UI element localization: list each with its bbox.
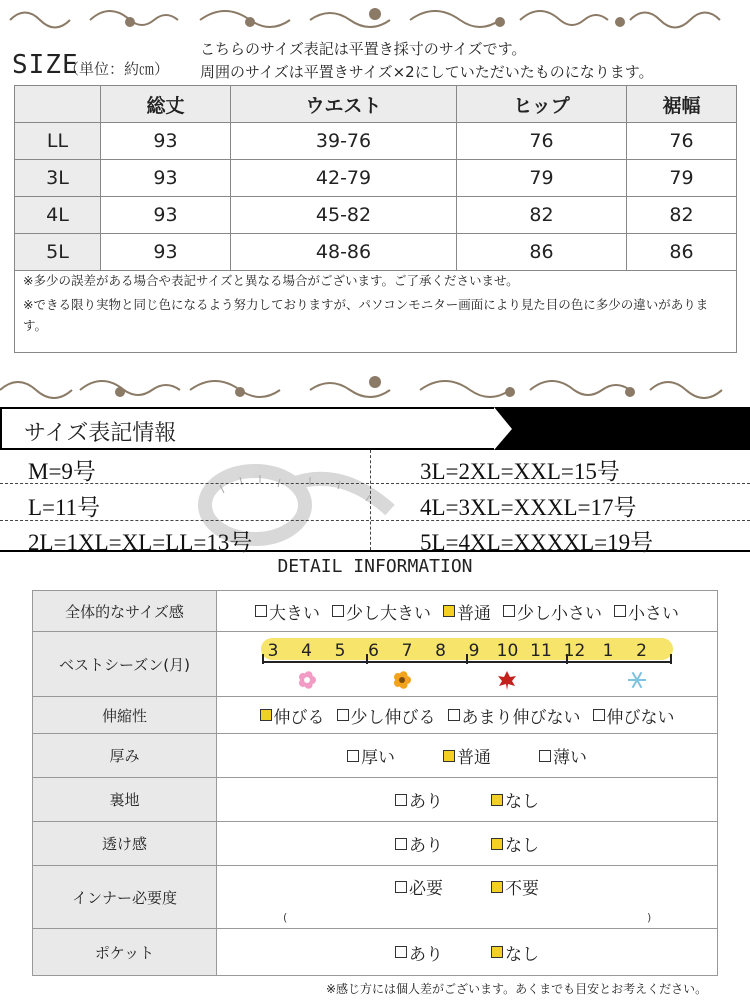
table-cell: 86: [627, 234, 737, 271]
detail-option-label: あり: [409, 944, 443, 965]
detail-option-label: あり: [409, 792, 443, 812]
detail-option: [332, 599, 431, 624]
detail-option-label: 薄い: [553, 748, 587, 768]
row-header: 4L: [15, 197, 101, 234]
size-table-corner: [15, 86, 101, 123]
season-month-label: 9: [468, 641, 480, 661]
detail-row: [33, 778, 717, 822]
table-cell: 48-86: [231, 234, 457, 271]
column-header: 裾幅: [627, 86, 737, 123]
season-month-label: 1: [602, 641, 614, 661]
detail-option: [491, 940, 539, 965]
note-text: ※できる限り実物と同じ色になるよう努力しておりますが、パソコンモニター画面により見た目の色に多少の違いがあります。: [23, 297, 709, 333]
season-month-label: 3: [267, 641, 279, 661]
sakura-icon: [299, 671, 316, 689]
table-cell: 39-76: [231, 123, 457, 160]
detail-option-label: 厚い: [361, 748, 395, 768]
season-month-label: 8: [435, 641, 446, 661]
size-equivalent: 3L=2XL=XXL=15号: [420, 459, 620, 484]
paren-mark: ): [647, 911, 652, 924]
detail-option-label: 普通: [457, 748, 491, 768]
empty-box-icon: [614, 605, 626, 617]
detail-option-label: あり: [409, 836, 443, 856]
table-cell: 76: [457, 123, 627, 160]
size-equivalent: 2L=1XL=XL=LL=13号: [28, 530, 253, 555]
season-month-label: 6: [368, 641, 379, 661]
detail-option: [347, 743, 395, 768]
detail-option-label: 小さい: [628, 603, 679, 624]
row-header: 3L: [15, 160, 101, 197]
size-equivalent: 4L=3XL=XXXL=17号: [420, 495, 637, 520]
size-equivalent: L=11号: [28, 495, 101, 520]
note-text: ※多少の誤差がある場合や表記サイズと異なる場合がございます。ご了承くださいませ。: [23, 273, 519, 288]
empty-box-icon: [395, 794, 407, 806]
checked-box-icon: [443, 605, 455, 617]
detail-option-label: 伸びる: [273, 707, 325, 728]
empty-box-icon: [539, 750, 551, 762]
detail-option-label: 大きい: [269, 603, 320, 624]
detail-option: [503, 599, 602, 624]
empty-box-icon: [503, 605, 515, 617]
detail-option: [443, 599, 491, 624]
detail-row-label: 厚み: [33, 734, 217, 777]
detail-option-label: 少し伸びる: [350, 707, 436, 728]
detail-row: [33, 929, 717, 975]
detail-option-label: 少し小さい: [517, 603, 602, 624]
column-header: ウエスト: [231, 86, 457, 123]
season-month-label: 5: [334, 641, 346, 661]
table-row: [15, 160, 737, 197]
season-month-label: 11: [530, 641, 552, 661]
size-note: [200, 38, 654, 84]
table-cell: 76: [627, 123, 737, 160]
sunflower-icon: [394, 671, 411, 689]
empty-box-icon: [395, 946, 407, 958]
empty-box-icon: [255, 605, 267, 617]
detail-row-label: ベストシーズン(月): [33, 632, 217, 696]
detail-row: [33, 591, 717, 632]
detail-option: [593, 703, 675, 728]
detail-option: [539, 743, 587, 768]
column-header: ヒップ: [457, 86, 627, 123]
checked-box-icon: [491, 881, 503, 893]
ornament-divider-top: [0, 0, 750, 40]
paren-mark: (: [283, 911, 288, 924]
maple-leaf-icon: [498, 671, 516, 690]
size-equivalent: M=9号: [28, 459, 96, 484]
season-month-label: 2: [636, 641, 647, 661]
size-info-grid: [0, 450, 750, 555]
detail-option-label: なし: [505, 836, 539, 856]
table-row: [15, 197, 737, 234]
detail-row: [33, 822, 717, 866]
table-cell: 82: [457, 197, 627, 234]
detail-row-label: インナー必要度: [33, 866, 217, 928]
detail-row: [33, 734, 717, 778]
size-note-line: 周囲のサイズは平置きサイズ×2にしていただいたものになります。: [200, 63, 654, 81]
checked-box-icon: [491, 794, 503, 806]
snowflake-icon: [628, 672, 646, 688]
detail-option: [443, 743, 491, 768]
size-title: SIZE: [12, 50, 79, 80]
detail-row-value: [217, 822, 717, 865]
empty-box-icon: [395, 881, 407, 893]
detail-option: [448, 703, 581, 728]
detail-option: [395, 940, 443, 965]
row-header: 5L: [15, 234, 101, 271]
table-cell: 82: [627, 197, 737, 234]
season-month-label: 10: [496, 641, 519, 661]
detail-option: [491, 831, 539, 856]
empty-box-icon: [448, 709, 460, 721]
season-scale: [217, 632, 717, 696]
detail-option-label: なし: [505, 792, 539, 812]
table-cell: 45-82: [231, 197, 457, 234]
detail-option-label: 不要: [505, 879, 539, 899]
empty-box-icon: [337, 709, 349, 721]
detail-row-value: [217, 866, 717, 928]
detail-option: [395, 787, 443, 812]
size-info-header: [0, 407, 750, 450]
table-cell: 93: [101, 197, 231, 234]
detail-option-label: 必要: [409, 879, 443, 899]
checked-box-icon: [491, 838, 503, 850]
season-month-label: 12: [563, 641, 586, 661]
table-cell: 79: [627, 160, 737, 197]
detail-option-label: 少し大きい: [346, 603, 431, 624]
size-notes: [14, 264, 737, 353]
detail-option-label: なし: [505, 944, 539, 965]
ornament-divider-middle: [0, 368, 750, 408]
detail-title: DETAIL INFORMATION: [277, 556, 473, 577]
column-header: 総丈: [101, 86, 231, 123]
detail-option: [395, 874, 443, 899]
detail-row-label: 全体的なサイズ感: [33, 591, 217, 631]
detail-option-label: あまり伸びない: [461, 707, 581, 728]
detail-row-value: [217, 591, 717, 631]
size-table-header-row: [15, 86, 737, 123]
table-cell: 86: [457, 234, 627, 271]
table-cell: 93: [101, 160, 231, 197]
detail-option: [337, 703, 436, 728]
season-month-label: 7: [401, 641, 413, 661]
detail-option-label: 伸びない: [606, 707, 675, 728]
table-cell: 93: [101, 123, 231, 160]
table-cell: 42-79: [231, 160, 457, 197]
detail-row-value: [217, 734, 717, 777]
row-header: LL: [15, 123, 101, 160]
season-month-label: 4: [301, 641, 312, 661]
checked-box-icon: [491, 946, 503, 958]
detail-row-label: 透け感: [33, 822, 217, 865]
size-unit-label: （単位：約㎝）: [64, 60, 170, 78]
detail-row: [33, 866, 717, 929]
detail-table: [32, 590, 718, 976]
detail-option-label: 普通: [457, 603, 491, 624]
detail-option: [255, 599, 320, 624]
detail-row-value: [217, 697, 717, 733]
empty-box-icon: [395, 838, 407, 850]
detail-row-label: 裏地: [33, 778, 217, 821]
checked-box-icon: [260, 709, 272, 721]
table-cell: 93: [101, 234, 231, 271]
detail-option: [395, 831, 443, 856]
size-equivalent: 5L=4XL=XXXXL=19号: [420, 530, 654, 555]
empty-box-icon: [593, 709, 605, 721]
size-note-line: こちらのサイズ表記は平置き採寸のサイズです。: [200, 40, 527, 58]
detail-option: [260, 703, 325, 728]
detail-footnote: ※感じ方には個人差がございます。あくまでも目安とお考えください。: [326, 982, 708, 996]
detail-row-value: [217, 778, 717, 821]
detail-row-value: [217, 929, 717, 975]
detail-row: [33, 697, 717, 734]
detail-row: [33, 632, 717, 697]
size-table: [14, 85, 737, 271]
detail-row-label: 伸縮性: [33, 697, 217, 733]
table-cell: 79: [457, 160, 627, 197]
checked-box-icon: [443, 750, 455, 762]
table-row: [15, 123, 737, 160]
empty-box-icon: [332, 605, 344, 617]
detail-row-label: ポケット: [33, 929, 217, 975]
detail-row-value: [217, 632, 717, 696]
size-info-title: サイズ表記情報: [24, 421, 177, 446]
detail-option: [491, 874, 539, 899]
detail-option: [491, 787, 539, 812]
detail-option: [614, 599, 679, 624]
empty-box-icon: [347, 750, 359, 762]
